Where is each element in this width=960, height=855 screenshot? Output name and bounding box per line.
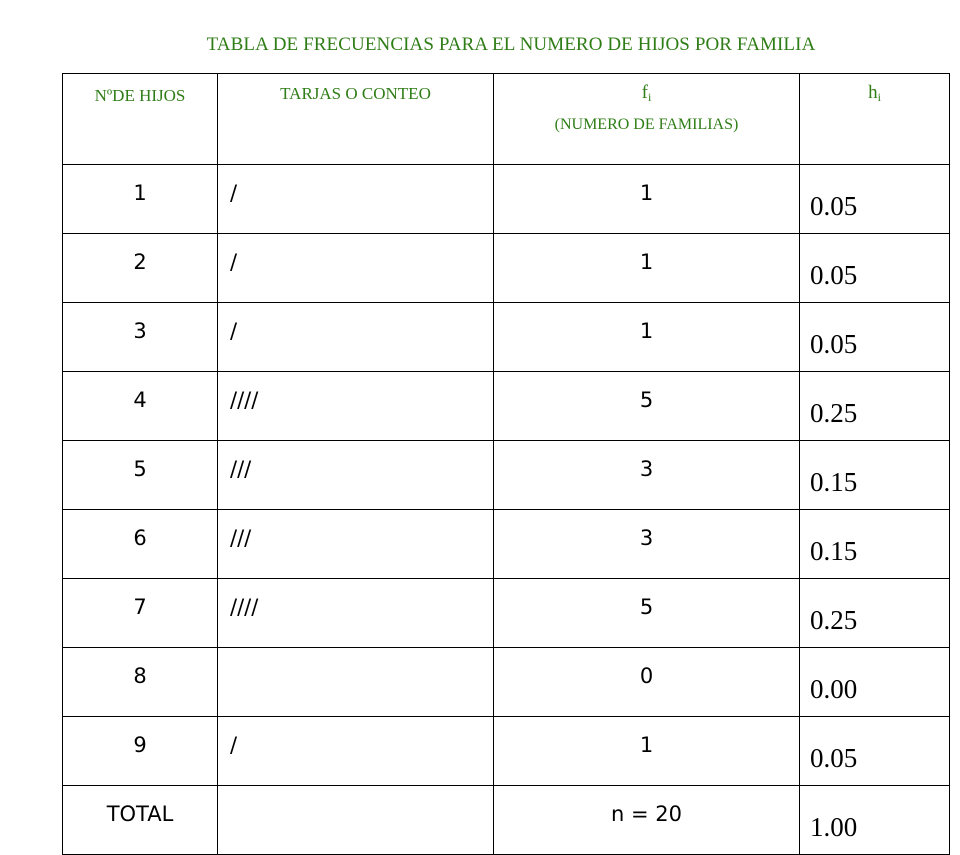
- tally-marks: /: [230, 250, 238, 274]
- total-row: [63, 786, 950, 855]
- cell-fi: 5: [494, 372, 800, 441]
- cell-n-hijos: 3: [63, 303, 218, 372]
- tally-marks: ///: [230, 457, 252, 481]
- cell-hi: 0.05: [800, 303, 950, 372]
- tally-marks: ////: [230, 595, 259, 619]
- cell-fi: 1: [494, 165, 800, 234]
- cell-total-fi: n = 20: [494, 786, 800, 855]
- tally-marks: /: [230, 733, 238, 757]
- cell-total-hi: 1.00: [800, 786, 950, 855]
- cell-n-hijos: 9: [63, 717, 218, 786]
- cell-fi: 3: [494, 510, 800, 579]
- cell-fi: 1: [494, 303, 800, 372]
- cell-hi: 0.25: [800, 579, 950, 648]
- header-row: [63, 74, 950, 165]
- cell-n-hijos: 8: [63, 648, 218, 717]
- cell-tally: [218, 234, 494, 303]
- cell-tally: [218, 372, 494, 441]
- table-title: TABLA DE FRECUENCIAS PARA EL NUMERO DE HIJOS POR FAMILIA: [206, 34, 816, 55]
- cell-hi: 0.00: [800, 648, 950, 717]
- cell-hi: 0.05: [800, 234, 950, 303]
- cell-n-hijos: 5: [63, 441, 218, 510]
- fi-description: (NUMERO DE FAMILIAS): [554, 116, 739, 133]
- cell-tally: [218, 648, 494, 717]
- cell-n-hijos: 4: [63, 372, 218, 441]
- cell-fi: 0: [494, 648, 800, 717]
- cell-hi: 0.05: [800, 717, 950, 786]
- cell-hi: 0.05: [800, 165, 950, 234]
- fi-symbol: f: [641, 82, 648, 103]
- header-hi: [800, 74, 950, 165]
- frequency-table: [62, 73, 950, 855]
- fi-subscript: i: [647, 90, 652, 104]
- cell-tally: [218, 717, 494, 786]
- header-n-hijos: NºDE HIJOS: [63, 74, 218, 165]
- table-row: [63, 372, 950, 441]
- cell-hi: 0.25: [800, 372, 950, 441]
- cell-tally: [218, 579, 494, 648]
- cell-fi: 1: [494, 234, 800, 303]
- hi-symbol: h: [868, 82, 878, 103]
- cell-fi: 5: [494, 579, 800, 648]
- tally-marks: /: [230, 181, 238, 205]
- cell-tally: [218, 441, 494, 510]
- cell-fi: 1: [494, 717, 800, 786]
- cell-fi: 3: [494, 441, 800, 510]
- table-row: [63, 717, 950, 786]
- cell-tally: [218, 510, 494, 579]
- tally-marks: /: [230, 319, 238, 343]
- table-row: [63, 648, 950, 717]
- table-row: [63, 441, 950, 510]
- cell-tally: [218, 303, 494, 372]
- cell-hi: 0.15: [800, 441, 950, 510]
- table-row: [63, 579, 950, 648]
- cell-tally: [218, 165, 494, 234]
- cell-total-tally: [218, 786, 494, 855]
- cell-n-hijos: 2: [63, 234, 218, 303]
- hi-subscript: i: [877, 90, 881, 104]
- cell-n-hijos: 6: [63, 510, 218, 579]
- header-tarjas: TARJAS O CONTEO: [218, 74, 494, 165]
- table-row: [63, 303, 950, 372]
- table-row: [63, 510, 950, 579]
- tally-marks: ///: [230, 526, 252, 550]
- cell-total-label: TOTAL: [63, 786, 218, 855]
- table-row: [63, 165, 950, 234]
- tally-marks: ////: [230, 388, 259, 412]
- header-fi: [494, 74, 800, 165]
- table-row: [63, 234, 950, 303]
- cell-hi: 0.15: [800, 510, 950, 579]
- cell-n-hijos: 7: [63, 579, 218, 648]
- cell-n-hijos: 1: [63, 165, 218, 234]
